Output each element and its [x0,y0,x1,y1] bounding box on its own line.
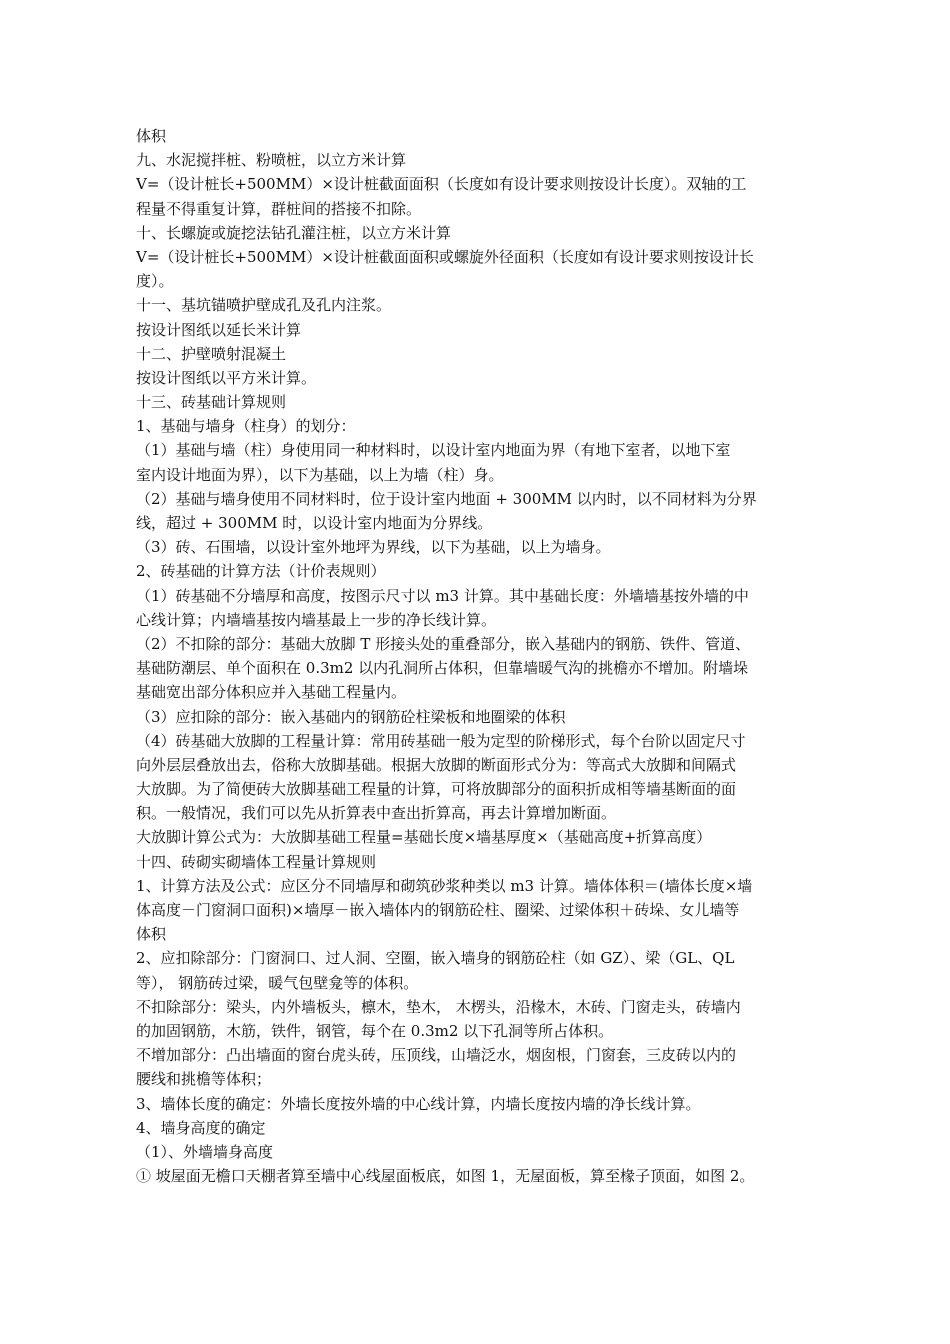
text-line: 度）。 [136,272,174,291]
text-line: 十一、基坑锚喷护壁成孔及孔内注浆。 [136,296,392,315]
text-line: 大放脚计算公式为：大放脚基础工程量=基础长度×墙基厚度×（基础高度+折算高度） [136,828,712,847]
text-line: V=（设计桩长+500MM）×设计桩截面面积（长度如有设计要求则按设计长度）。双轴的工 [136,175,747,194]
text-line: 九、水泥搅拌桩、粉喷桩，以立方米计算 [136,151,407,170]
text-line: 大放脚。为了简便砖大放脚基础工程量的计算，可将放脚部分的面积折成相等墙基断面的面 [136,780,737,799]
text-line: 基础防潮层、单个面积在 0.3m2 以内孔洞所占体积，但靠墙暖气沟的挑檐亦不增加。附墙垛 [136,659,749,678]
text-line: 1、基础与墙身（柱身）的划分： [136,417,356,436]
text-line: 不扣除部分：梁头，内外墙板头，檩木，垫木， 木楞头，沿椽木，木砖、门窗走头，砖墙内 [136,997,741,1016]
text-line: 1、计算方法及公式：应区分不同墙厚和砌筑砂浆种类以 m3 计算。墙体体积＝(墙体长度×墙 [136,876,753,895]
text-line: 室内设计地面为界），以下为基础，以上为墙（柱）身。 [136,465,504,484]
text-line: （4）砖基础大放脚的工程量计算：常用砖基础一般为定型的阶梯形式，每个台阶以固定尺寸 [136,731,746,750]
text-line: 心线计算；内墙墙基按内墙基最上一步的净长线计算。 [136,610,497,629]
text-line: 十三、砖基础计算规则 [136,393,287,412]
text-line: 十二、护壁喷射混凝土 [136,344,287,363]
text-line: 体积 [136,127,167,145]
text-line: （1）砖基础不分墙厚和高度，按图示尺寸以 m3 计算。其中基础长度：外墙墙基按外墙的中 [136,586,749,605]
text-line: 2、应扣除部分：门窗洞口、过人洞、空圈，嵌入墙身的钢筋砼柱（如 GZ）、梁（GL、QL [136,949,735,968]
text-line: 向外层层叠放出去，俗称大放脚基础。根据大放脚的断面形式分为：等高式大放脚和间隔式 [136,755,737,774]
text-line: 的加固钢筋，木筋，铁件，钢管，每个在 0.3m2 以下孔洞等所占体积。 [136,1021,614,1040]
text-line: V=（设计桩长+500MM）×设计桩截面面积或螺旋外径面积（长度如有设计要求则按设计长 [136,247,754,266]
text-line: 3、墙体长度的确定：外墙长度按外墙的中心线计算，内墙长度按内墙的净长线计算。 [136,1094,701,1113]
text-line: 2、砖基础的计算方法（计价表规则） [136,562,386,581]
text-line: 4、墙身高度的确定 [136,1118,266,1137]
text-line: 等）， 钢筋砖过梁，暖气包壁龛等的体积。 [136,973,419,992]
text-line: 不增加部分：凸出墙面的窗台虎头砖，压顶线，山墙泛水，烟囱根，门窗套，三皮砖以内的 [136,1046,737,1065]
text-line: 体积 [136,925,167,944]
text-line: （3）应扣除的部分：嵌入基础内的钢筋砼柱梁板和地圈梁的体积 [136,707,566,726]
text-line: 按设计图纸以延长米计算 [136,320,302,339]
text-line: （1）、外墙墙身高度 [136,1142,274,1161]
text-line: （3）砖、石围墙，以设计室外地坪为界线，以下为基础，以上为墙身。 [136,538,611,557]
text-line: ① 坡屋面无檐口天棚者算至墙中心线屋面板底，如图 1，无屋面板，算至椽子顶面，如图 2。 [136,1167,755,1186]
text-line: 体高度－门窗洞口面积)×墙厚－嵌入墙体内的钢筋砼柱、圈梁、过梁体积＋砖垛、女儿墙等 [136,901,740,919]
text-line: 腰线和挑檐等体积； [136,1070,272,1089]
text-line: 基础宽出部分体积应并入基础工程量内。 [136,683,407,702]
text-line: 程量不得重复计算，群桩间的搭接不扣除。 [136,199,422,218]
text-line: 按设计图纸以平方米计算。 [136,368,317,387]
text-line: 积。一般情况，我们可以先从折算表中查出折算高，再去计算增加断面。 [136,804,617,823]
text-line: （2）不扣除的部分：基础大放脚 T 形接头处的重叠部分，嵌入基础内的钢筋、铁件、管道、 [136,634,751,653]
text-line: 十、长螺旋或旋挖法钻孔灌注桩，以立方米计算 [136,223,452,242]
text-line: （1）基础与墙（柱）身使用同一种材料时，以设计室内地面为界（有地下室者，以地下室 [136,441,731,460]
text-line: 十四、砖砌实砌墙体工程量计算规则 [136,852,377,871]
document-body [136,124,820,1188]
text-line: 线，超过 + 300MM 时，以设计室内地面为分界线。 [136,514,493,532]
text-line: （2）基础与墙身使用不同材料时，位于设计室内地面 + 300MM 以内时，以不同材料为分界 [136,489,757,508]
